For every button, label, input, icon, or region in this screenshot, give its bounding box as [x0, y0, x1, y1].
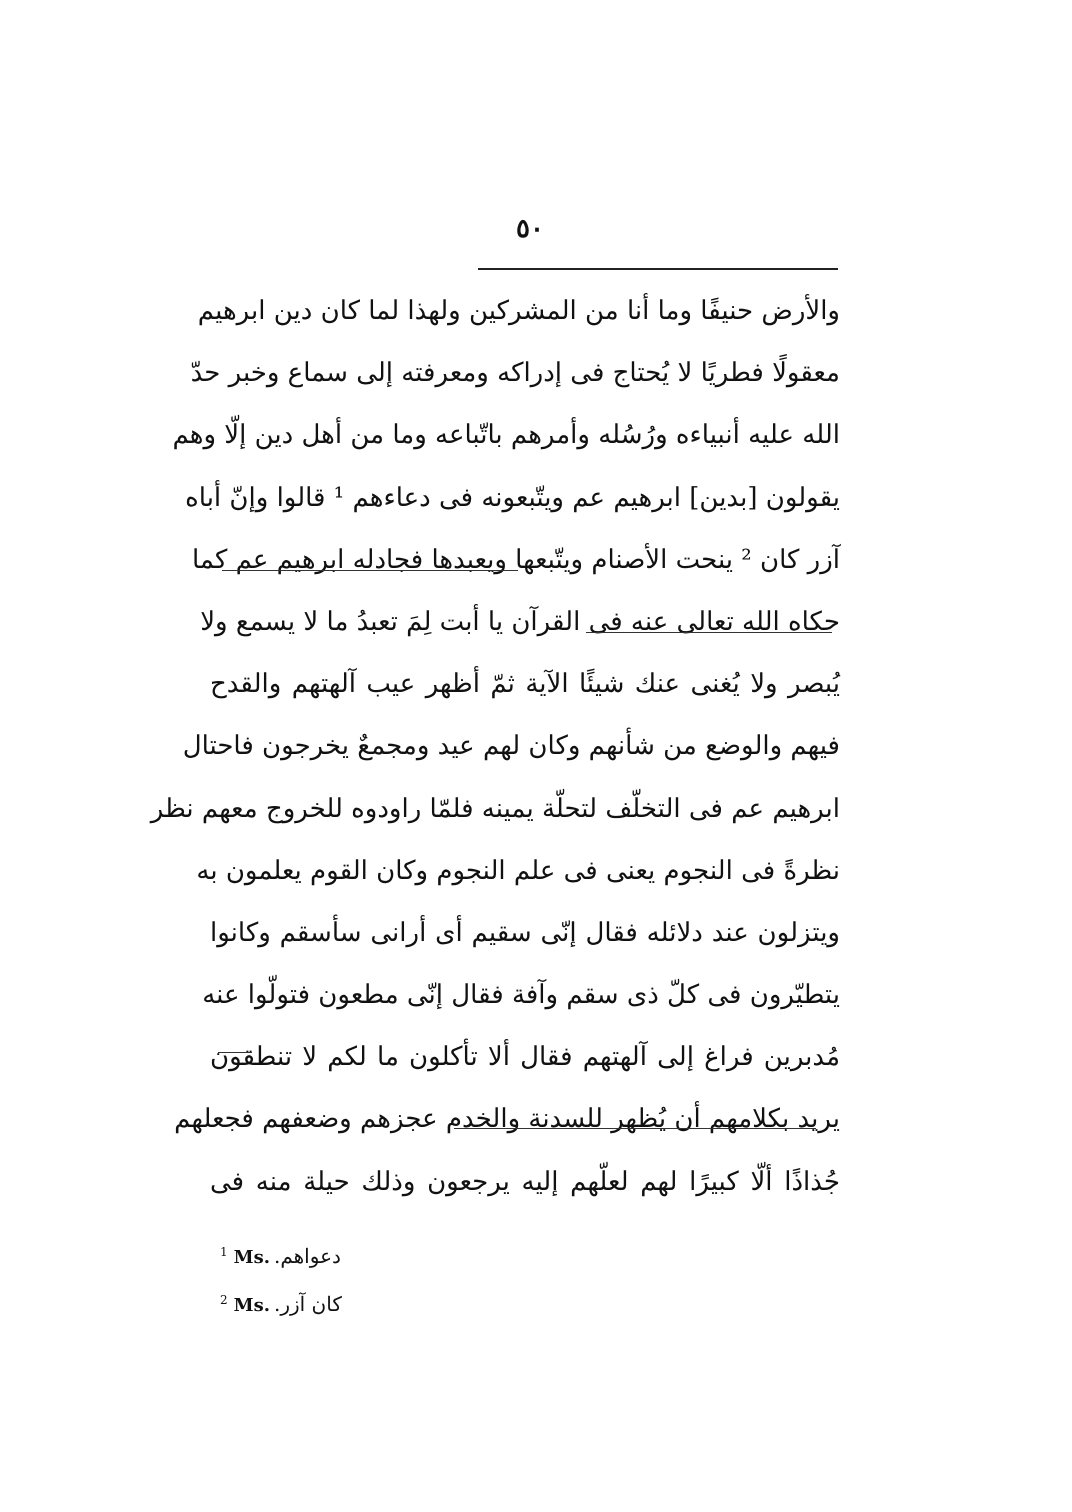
- text-line: يريد بكلامهم أن يُظهر للسدنة والخدم عجزهم وضعفهم فجعلهم: [174, 1104, 840, 1135]
- text-line: ابرهيم عم فى التخلّف لتحلّة يمينه فلمّا راودوه للخروج معهم نظر: [150, 793, 840, 824]
- text-line: يُبصر ولا يُغنى عنك شيئًا الآية ثمّ أظهر عيب آلهتهم والقدح: [210, 669, 840, 700]
- footnote-marker: 1: [220, 1245, 228, 1259]
- quote-underline: [454, 1128, 816, 1129]
- header-rule: [478, 268, 838, 270]
- footnote: [220, 1228, 420, 1276]
- quote-underline: [586, 632, 832, 633]
- footnote-text: دعواهم.: [273, 1244, 341, 1268]
- quote-underline: [218, 1052, 252, 1053]
- footnotes: [220, 1228, 420, 1324]
- text-line: يتطيّرون فى كلّ ذى سقم وآفة فقال إنّى مطعون فتولّوا عنه: [202, 980, 840, 1011]
- text-line: فيهم والوضع من شأنهم وكان لهم عيد ومجمعٌ يخرجون فاحتال: [182, 731, 840, 762]
- footnote-text: كان آزر.: [273, 1292, 342, 1316]
- text-line: نظرةً فى النجوم يعنى فى علم النجوم وكان القوم يعلمون به: [196, 855, 840, 886]
- footnote-ms-label: Ms.: [233, 1247, 270, 1268]
- footnote: [220, 1276, 420, 1324]
- text-line: معقولًا فطريًا لا يُحتاج فى إدراكه ومعرفته إلى سماع وخبر حدّ: [190, 358, 840, 389]
- quote-underline: [222, 570, 518, 571]
- page-number: ٥٠: [516, 214, 544, 244]
- footnote-marker: 2: [220, 1293, 228, 1307]
- main-text: [150, 280, 840, 1213]
- text-line: يقولون [بدين] ابرهيم عم ويتّبعونه فى دعاءهم ¹ قالوا وإنّ أباه: [185, 482, 840, 513]
- text-line: آزر كان ² ينحت الأصنام ويتّبعها ويعبدها فجادله ابرهيم عم كما: [192, 544, 840, 575]
- text-line: الله عليه أنبياءه ورُسُله وأمرهم باتّباعه وما من أهل دين إلّا وهم: [172, 420, 840, 451]
- text-line: مُدبرين فراغ إلى آلهتهم فقال ألا تأكلون ما لكم لا تنطقون: [210, 1042, 840, 1073]
- text-line: ويتزلون عند دلائله فقال إنّى سقيم أى أرانى سأسقم وكانوا: [210, 917, 840, 948]
- text-line: جُذاذًا ألّا كبيرًا لهم لعلّهم إليه يرجعون وذلك حيلة منه فى: [210, 1166, 840, 1197]
- footnote-ms-label: Ms.: [233, 1295, 270, 1316]
- text-line: والأرض حنيفًا وما أنا من المشركين ولهذا لما كان دين ابرهيم: [197, 296, 840, 326]
- text-line: حكاه الله تعالى عنه فى القرآن يا أبت لِمَ تعبدُ ما لا يسمع ولا: [200, 606, 840, 637]
